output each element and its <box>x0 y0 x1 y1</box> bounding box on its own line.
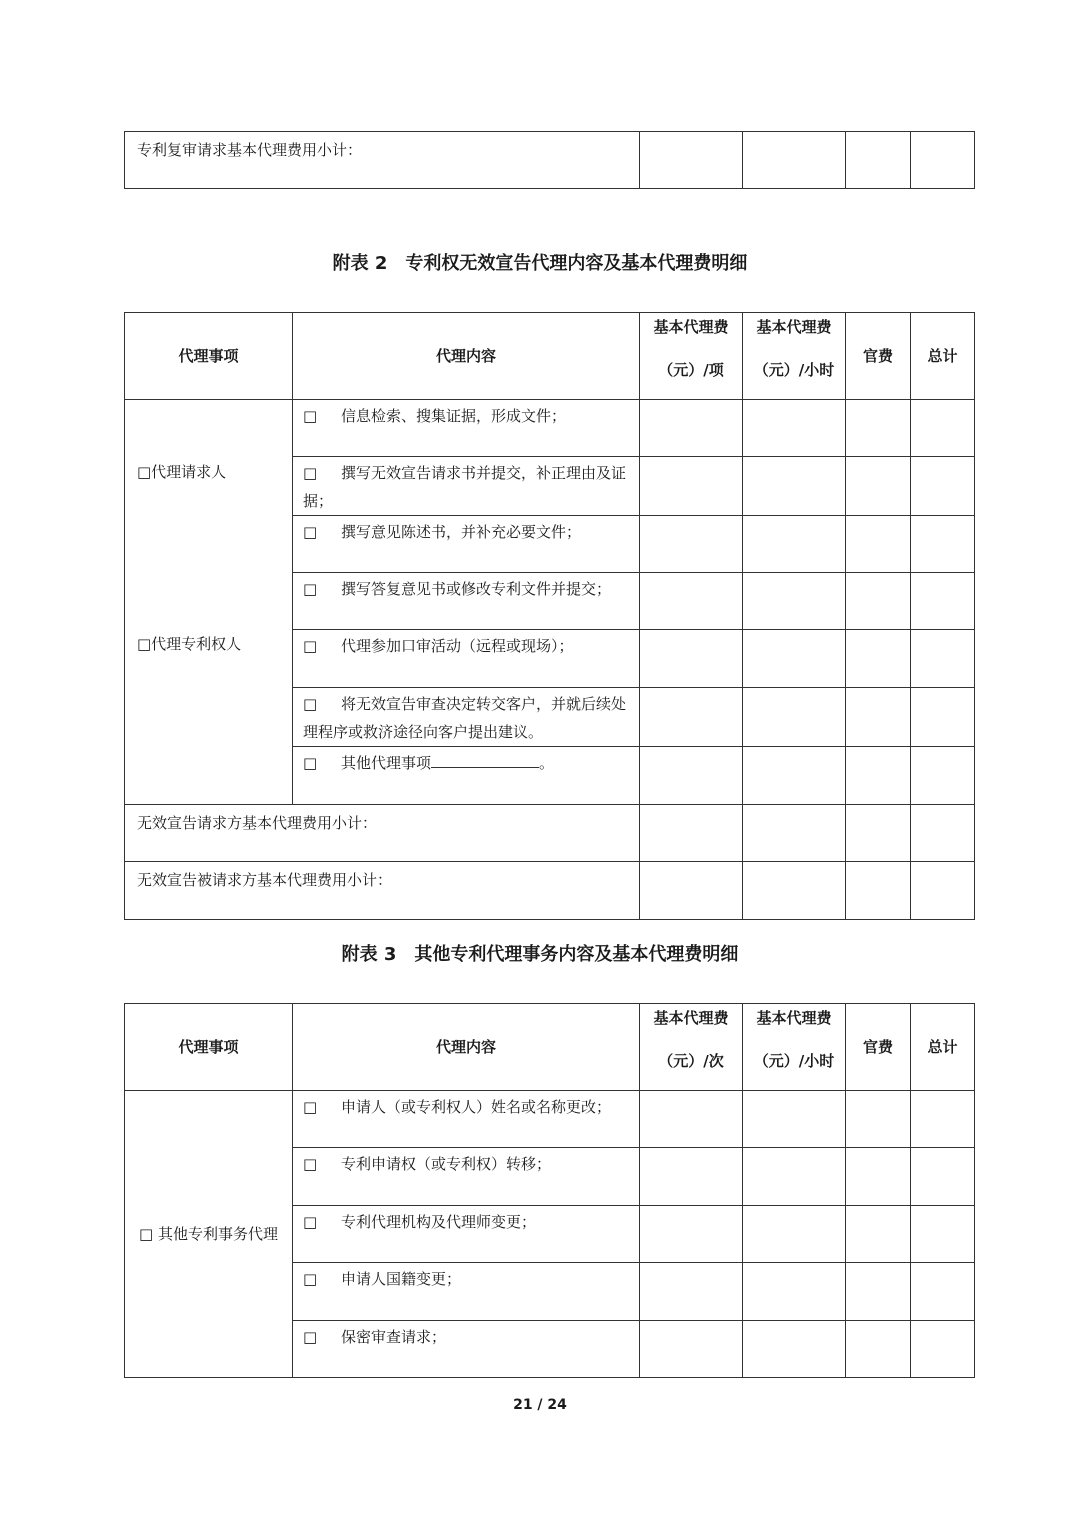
fee-cell <box>846 132 911 189</box>
table-header <box>125 313 975 400</box>
table-row <box>125 400 975 457</box>
content-cell: □ 代理参加口审活动（远程或现场）； <box>293 630 640 688</box>
review-subtotal-label: 专利复审请求基本代理费用小计： <box>125 132 640 189</box>
checkbox-icon[interactable]: □ <box>303 1270 318 1288</box>
header-item: 代理事项 <box>125 313 293 400</box>
header-item: 代理事项 <box>125 1004 293 1091</box>
table3-title: 附表 3 其他专利代理事务内容及基本代理费明细 <box>341 944 739 965</box>
content-cell: □ 撰写无效宣告请求书并提交，补正理由及证据； <box>293 457 640 516</box>
header-fee-per-hour: 基本代理费 （元）/小时 <box>743 1004 846 1091</box>
table-row <box>125 1091 975 1148</box>
checkbox-icon[interactable]: □ <box>303 580 318 598</box>
content-cell: □ 信息检索、搜集证据，形成文件； <box>293 400 640 457</box>
requester-subtotal-label: 无效宣告请求方基本代理费用小计： <box>125 805 640 862</box>
content-cell: □ 将无效宣告审查决定转交客户，并就后续处理程序或救济途径向客户提出建议。 <box>293 688 640 747</box>
checkbox-icon[interactable]: □ <box>303 637 318 655</box>
agent-role-cell <box>125 1091 293 1378</box>
role-other-affairs: □ 其他专利事务代理 <box>139 1225 278 1243</box>
checkbox-icon[interactable]: □ <box>303 695 318 713</box>
header-fee-per-time: 基本代理费 （元）/次 <box>640 1004 743 1091</box>
header-content: 代理内容 <box>293 313 640 400</box>
role-requester: □代理请求人 <box>137 463 227 481</box>
other-affairs-fee-table <box>124 1003 975 1378</box>
content-cell: □ 申请人国籍变更； <box>293 1263 640 1321</box>
table-row <box>125 862 975 920</box>
page-number: 21 / 24 <box>513 1397 567 1413</box>
checkbox-icon[interactable]: □ <box>303 1155 318 1173</box>
fee-cell <box>743 132 846 189</box>
fee-cell <box>911 132 975 189</box>
checkbox-icon[interactable]: □ <box>303 1098 318 1116</box>
fee-cell <box>640 132 743 189</box>
invalidation-fee-table <box>124 312 975 920</box>
header-official-fee: 官费 <box>846 1004 911 1091</box>
header-total: 总计 <box>911 1004 975 1091</box>
checkbox-icon[interactable]: □ <box>303 407 318 425</box>
header-total: 总计 <box>911 313 975 400</box>
checkbox-icon[interactable]: □ <box>303 1213 318 1231</box>
checkbox-icon[interactable]: □ <box>303 464 318 482</box>
content-cell: □ 撰写答复意见书或修改专利文件并提交； <box>293 573 640 630</box>
checkbox-icon[interactable]: □ <box>303 1328 318 1346</box>
respondent-subtotal-label: 无效宣告被请求方基本代理费用小计： <box>125 862 640 920</box>
content-cell: □ 保密审查请求； <box>293 1321 640 1378</box>
header-fee-per-item: 基本代理费 （元）/项 <box>640 313 743 400</box>
table-header <box>125 1004 975 1091</box>
content-cell: □ 专利代理机构及代理师变更； <box>293 1206 640 1263</box>
table-row <box>125 805 975 862</box>
checkbox-icon[interactable]: □ <box>303 523 318 541</box>
content-cell: □ 专利申请权（或专利权）转移； <box>293 1148 640 1206</box>
table2-title: 附表 2 专利权无效宣告代理内容及基本代理费明细 <box>332 253 748 274</box>
header-content: 代理内容 <box>293 1004 640 1091</box>
agent-role-cell <box>125 400 293 805</box>
checkbox-icon[interactable]: □ <box>303 754 318 772</box>
content-cell: □ 其他代理事项 。 <box>293 747 640 805</box>
role-patentee: □代理专利权人 <box>137 635 242 653</box>
header-official-fee: 官费 <box>846 313 911 400</box>
content-cell: □ 申请人（或专利权人）姓名或名称更改； <box>293 1091 640 1148</box>
fill-in-blank[interactable] <box>431 749 539 768</box>
header-fee-per-hour: 基本代理费 （元）/小时 <box>743 313 846 400</box>
content-cell: □ 撰写意见陈述书，并补充必要文件； <box>293 516 640 573</box>
patent-review-subtotal-table <box>124 131 975 189</box>
